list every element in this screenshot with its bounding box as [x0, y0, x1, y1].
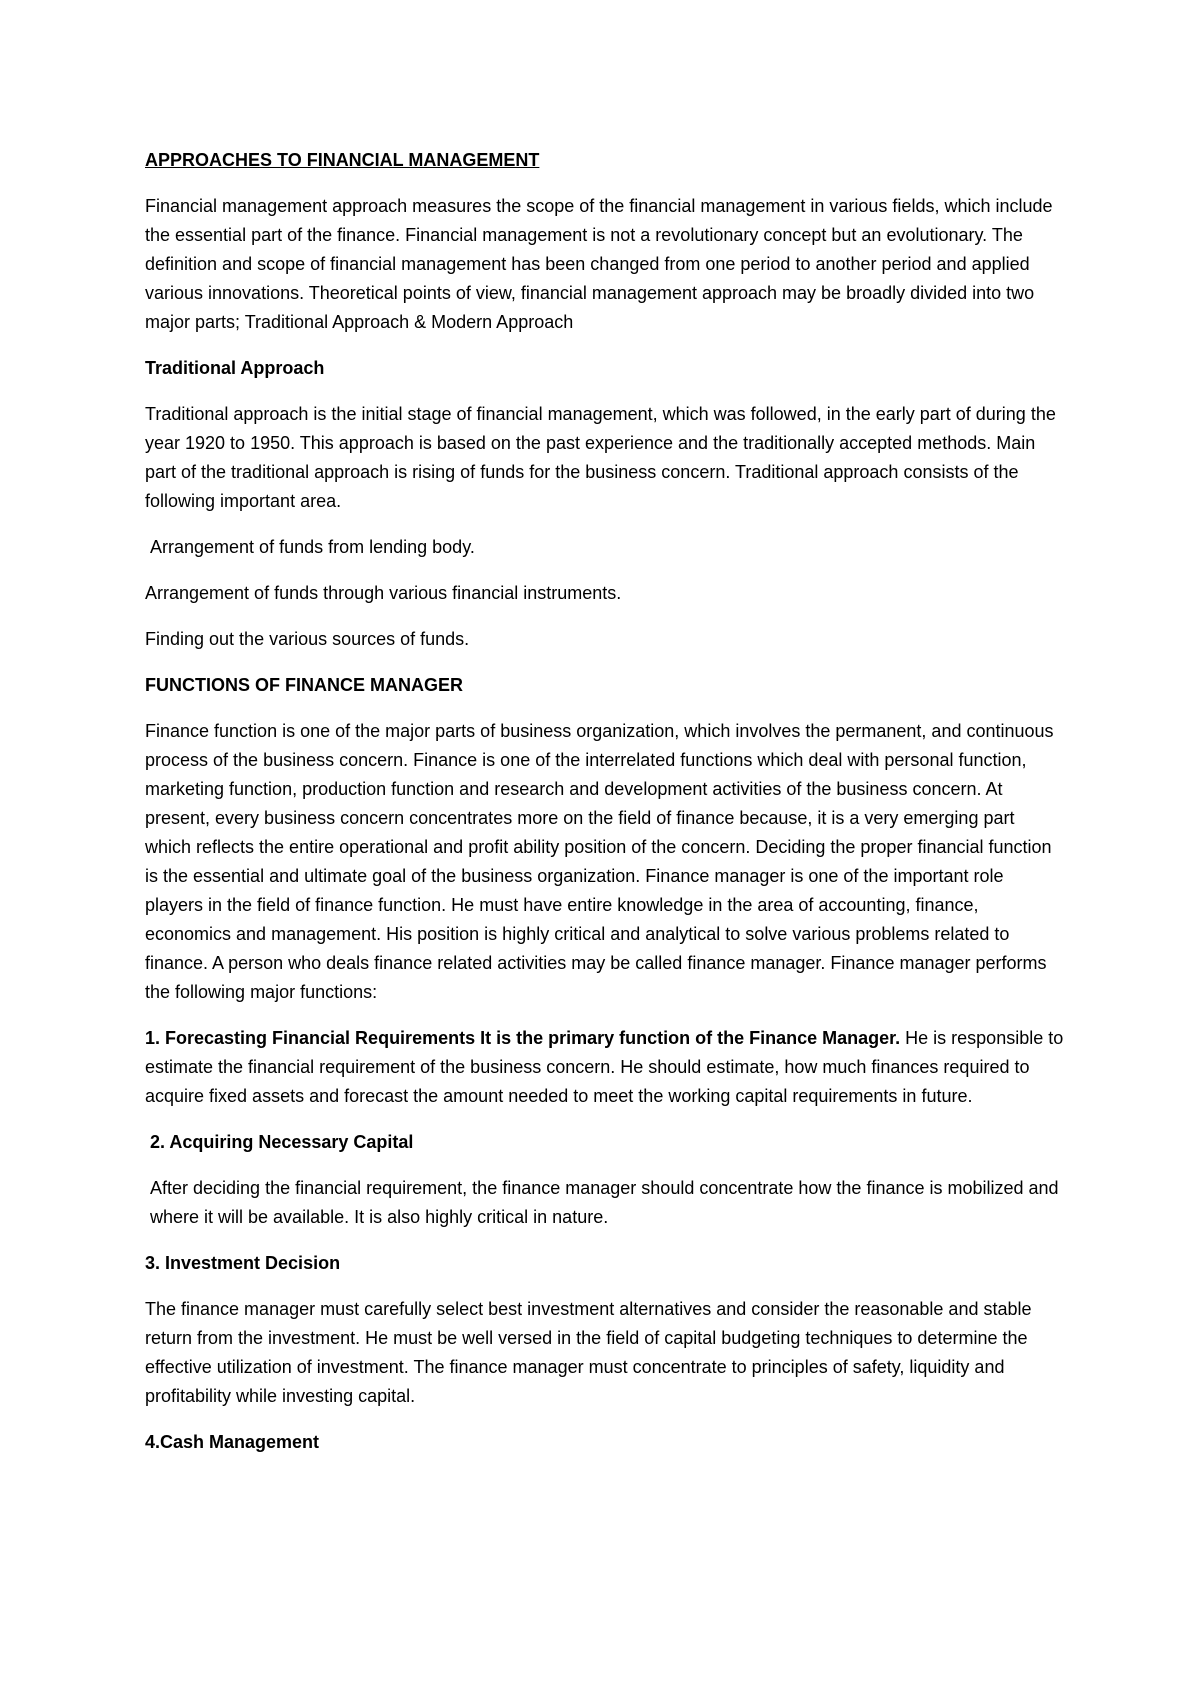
function-1-text: He is responsible to estimate the financial requirement of the business concern. He should estimate, how much finances required to acquire fixed assets and forecast the amount needed to meet the working capital requirements in future.: [145, 1028, 1064, 1106]
function-2-paragraph: After deciding the financial requirement, the finance manager should concentrate how the finance is mobilized and where it will be available. It is also highly critical in nature.: [150, 1178, 1059, 1227]
function-3-heading: 3. Investment Decision: [145, 1253, 341, 1273]
function-4-heading: 4.Cash Management: [145, 1432, 320, 1452]
functions-paragraph: Finance function is one of the major parts of business organization, which involves the permanent, and continuous process of the business concern. Finance is one of the interrelated functions which deal with personal function, marketing function, production function and research and development activities of the business concern. At present, every business concern concentrates more on the field of finance because, it is a very emerging part which reflects the entire operational and profit ability position of the concern. Deciding the proper financial function is the essential and ultimate goal of the business organization. Finance manager is one of the important role players in the field of finance function. He must have entire knowledge in the area of accounting, finance, economics and management. His position is highly critical and analytical to solve various problems related to finance. A person who deals finance related activities may be called finance manager. Finance manager performs the following major functions:: [145, 721, 1054, 1002]
function-3-paragraph: The finance manager must carefully select best investment alternatives and consider the reasonable and stable return from the investment. He must be well versed in the field of capital budgeting techniques to determine the effective utilization of investment. The finance manager must concentrate to principles of safety, liquidity and profitability while investing capital.: [145, 1299, 1032, 1406]
document-title: APPROACHES TO FINANCIAL MANAGEMENT: [145, 150, 540, 170]
traditional-item-3: Finding out the various sources of funds.: [145, 629, 470, 649]
intro-paragraph: Financial management approach measures the scope of the financial management in various fields, which include the essential part of the finance. Financial management is not a revolutionary concept but an evolutionary. The definition and scope of financial management has been changed from one period to another period and applied various innovations. Theoretical points of view, financial management approach may be broadly divided into two major parts; Traditional Approach & Modern Approach: [145, 196, 1053, 332]
traditional-item-2: Arrangement of funds through various financial instruments.: [145, 583, 622, 603]
traditional-item-1: Arrangement of funds from lending body.: [150, 537, 475, 557]
document-page: [145, 146, 1065, 1474]
function-1-paragraph: [145, 1024, 1065, 1111]
function-1-heading: 1. Forecasting Financial Requirements It is the primary function of the Finance Manager.: [145, 1028, 901, 1048]
traditional-approach-heading: Traditional Approach: [145, 358, 325, 378]
traditional-approach-paragraph: Traditional approach is the initial stage of financial management, which was followed, in the early part of during the year 1920 to 1950. This approach is based on the past experience and the traditionally accepted methods. Main part of the traditional approach is rising of funds for the business concern. Traditional approach consists of the following important area.: [145, 404, 1056, 511]
functions-heading: FUNCTIONS OF FINANCE MANAGER: [145, 675, 463, 695]
function-2-heading: 2. Acquiring Necessary Capital: [150, 1132, 414, 1152]
